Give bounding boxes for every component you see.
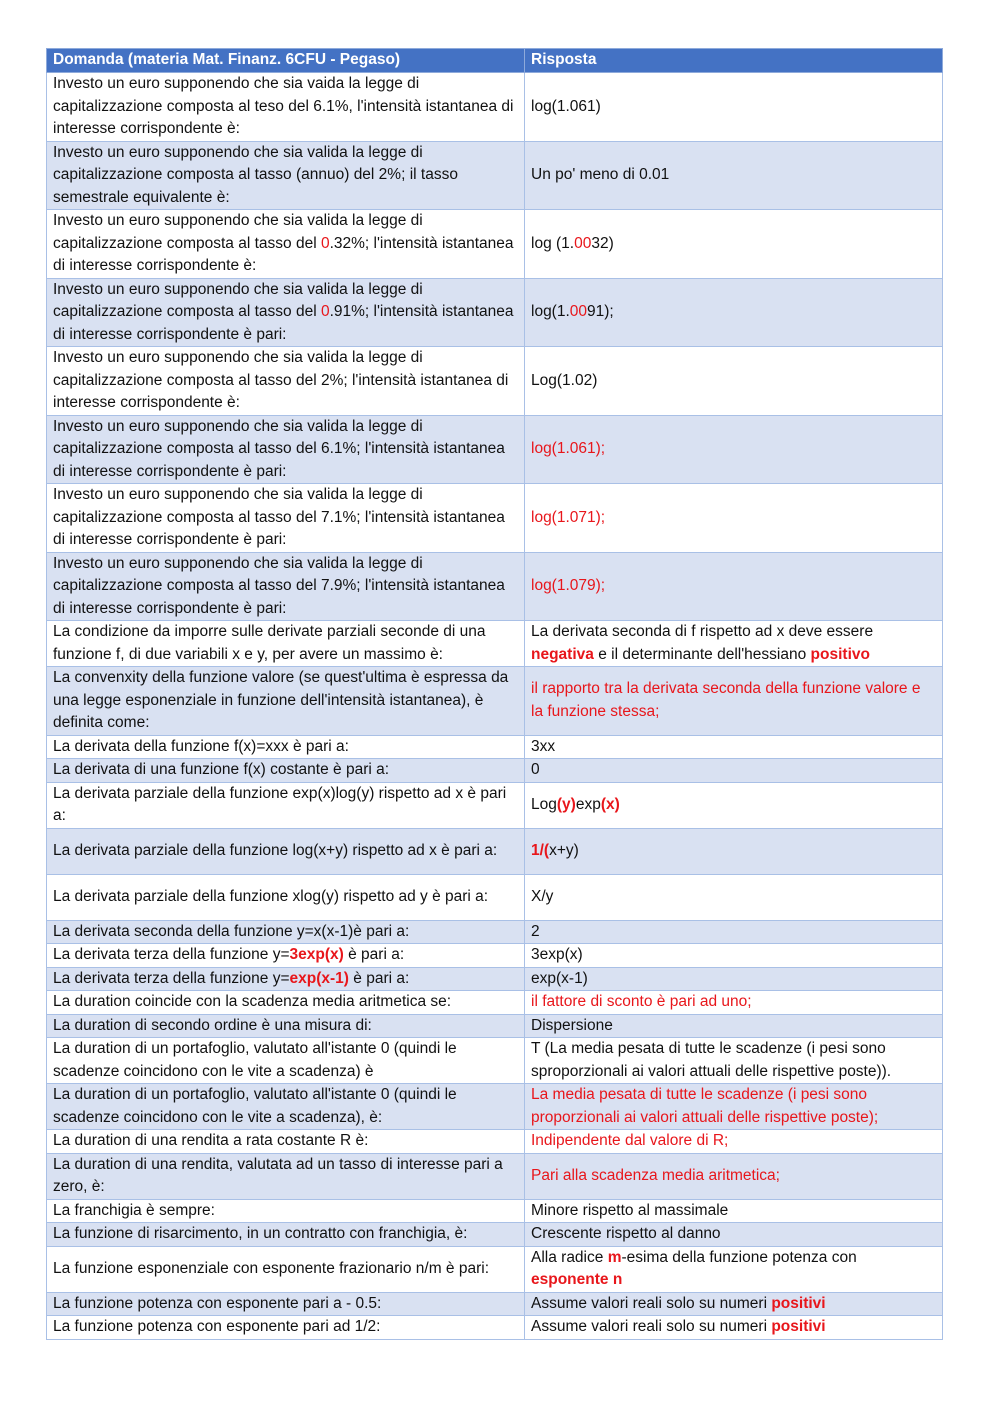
- text-segment: 0: [531, 761, 540, 778]
- answer-cell: [525, 920, 943, 944]
- text-segment: La derivata seconda della funzione y=x(x-1)è pari a:: [53, 922, 410, 940]
- text-segment: La duration di un portafoglio, valutato all'istante 0 (quindi le scadenze coincidono con le vite a scadenza), è:: [53, 1086, 457, 1126]
- text-segment: Un po' meno di 0.01: [531, 166, 670, 183]
- table-row: [47, 874, 943, 920]
- answer-cell: [525, 967, 943, 991]
- table-row: [47, 1038, 943, 1084]
- answer-cell: [525, 1223, 943, 1247]
- answer-cell: [525, 484, 943, 553]
- question-cell: [47, 484, 525, 553]
- question-cell: [47, 278, 525, 347]
- text-segment: Investo un euro supponendo che sia valida la legge di capitalizzazione composta al tasso del 2%; l'intensità istantanea di interesse corrispondente è:: [53, 349, 509, 411]
- text-segment: Assume valori reali solo su numeri: [531, 1294, 772, 1312]
- table-row: [47, 1084, 943, 1130]
- answer-cell: [525, 1130, 943, 1154]
- text-segment: La derivata terza della funzione y=: [53, 969, 290, 987]
- answer-cell: [525, 278, 943, 347]
- question-cell: [47, 210, 525, 279]
- text-segment: Investo un euro supponendo che sia valida la legge di capitalizzazione composta al tasso (annuo) del 2%; il tasso semestrale equivalente è:: [53, 143, 458, 206]
- text-segment: Alla radice: [531, 1248, 608, 1266]
- table-row: [47, 415, 943, 484]
- qa-table: [46, 48, 943, 1340]
- question-cell: [47, 1199, 525, 1223]
- text-segment: X/y: [531, 887, 554, 905]
- text-segment: La condizione da imporre sulle derivate parziali seconde di una funzione f, di due variabili x e y, per avere un massimo è:: [53, 623, 486, 663]
- question-cell: [47, 1038, 525, 1084]
- question-cell: [47, 920, 525, 944]
- question-cell: [47, 1316, 525, 1340]
- answer-cell: [525, 621, 943, 667]
- text-segment: x+y): [549, 841, 579, 859]
- text-segment: 3exp(x): [531, 946, 583, 963]
- answer-cell: [525, 347, 943, 416]
- text-segment: positivo: [810, 645, 870, 663]
- text-segment: 91);: [587, 303, 614, 320]
- answer-cell: [525, 415, 943, 484]
- answer-cell: [525, 1316, 943, 1340]
- text-segment: .32%; l'intensità istantanea di interesse corrispondente è:: [53, 234, 514, 274]
- text-segment: Investo un euro supponendo che sia valida la legge di capitalizzazione composta al tasso del 6.1%; l'intensità istantanea di interesse corrispondente è pari:: [53, 417, 505, 480]
- text-segment: Investo un euro supponendo che sia valida la legge di capitalizzazione composta al tasso del: [53, 212, 423, 252]
- table-row: [47, 1014, 943, 1038]
- question-column-header: Domanda (materia Mat. Finanz. 6CFU - Pegaso): [47, 49, 525, 73]
- answer-cell: [525, 1014, 943, 1038]
- text-segment: La duration di secondo ordine è una misura di:: [53, 1016, 372, 1034]
- table-row: [47, 278, 943, 347]
- table-row: [47, 1153, 943, 1199]
- table-row: [47, 967, 943, 991]
- question-cell: [47, 828, 525, 874]
- question-cell: [47, 1292, 525, 1316]
- answer-cell: [525, 1084, 943, 1130]
- text-segment: il rapporto tra la derivata seconda della funzione valore e la funzione stessa;: [531, 680, 921, 720]
- answer-cell: [525, 667, 943, 736]
- text-segment: Pari alla scadenza media aritmetica;: [531, 1166, 780, 1184]
- question-cell: [47, 874, 525, 920]
- question-cell: [47, 967, 525, 991]
- text-segment: La media pesata di tutte le scadenze (i pesi sono proporzionali ai valori attuali delle rispettive poste);: [531, 1086, 879, 1126]
- answer-cell: [525, 210, 943, 279]
- text-segment: La duration di una rendita, valutata ad un tasso di interesse pari a zero, è:: [53, 1155, 503, 1195]
- text-segment: log(1.071);: [531, 508, 606, 526]
- question-cell: [47, 1223, 525, 1247]
- text-segment: Investo un euro supponendo che sia valida la legge di capitalizzazione composta al tasso del 7.1%; l'intensità istantanea di interesse corrispondente è pari:: [53, 486, 505, 548]
- table-row: [47, 782, 943, 828]
- answer-cell: [525, 552, 943, 621]
- question-cell: [47, 1246, 525, 1292]
- text-segment: Indipendente dal valore di R;: [531, 1132, 729, 1149]
- question-cell: [47, 759, 525, 783]
- text-segment: Minore rispetto al massimale: [531, 1201, 729, 1219]
- question-cell: [47, 667, 525, 736]
- text-segment: La derivata della funzione f(x)=xxx è pari a:: [53, 737, 349, 755]
- text-segment: 00: [574, 234, 592, 252]
- question-cell: [47, 347, 525, 416]
- text-segment: exp: [575, 795, 601, 813]
- text-segment: La derivata parziale della funzione exp(x)log(y) rispetto ad x è pari a:: [53, 784, 507, 824]
- text-segment: log(1.061);: [531, 440, 606, 457]
- question-cell: [47, 552, 525, 621]
- table-row: [47, 552, 943, 621]
- text-segment: (x): [600, 795, 620, 813]
- text-segment: Investo un euro supponendo che sia valida la legge di capitalizzazione composta al tasso del: [53, 280, 423, 320]
- table-row: [47, 347, 943, 416]
- answer-cell: [525, 991, 943, 1015]
- text-segment: 2: [531, 922, 540, 940]
- answer-cell: [525, 1246, 943, 1292]
- answer-cell: [525, 944, 943, 968]
- text-segment: exp(x-1): [289, 969, 349, 987]
- answer-cell: [525, 828, 943, 874]
- table-row: [47, 73, 943, 142]
- header-row: [47, 49, 943, 73]
- text-segment: negativa: [531, 645, 594, 663]
- question-cell: [47, 621, 525, 667]
- text-segment: 0: [320, 234, 330, 252]
- table-row: [47, 944, 943, 968]
- table-row: [47, 667, 943, 736]
- text-segment: è pari a:: [343, 946, 405, 963]
- answer-cell: [525, 759, 943, 783]
- table-row: [47, 484, 943, 553]
- answer-cell: [525, 1199, 943, 1223]
- answer-cell: [525, 73, 943, 142]
- question-cell: [47, 1130, 525, 1154]
- text-segment: La derivata di una funzione f(x) costante è pari a:: [53, 761, 390, 778]
- answer-cell: [525, 874, 943, 920]
- text-segment: positivi: [771, 1294, 826, 1312]
- table-row: [47, 759, 943, 783]
- question-cell: [47, 991, 525, 1015]
- text-segment: La funzione esponenziale con esponente frazionario n/m è pari:: [53, 1259, 490, 1277]
- question-cell: [47, 1153, 525, 1199]
- question-cell: [47, 141, 525, 210]
- answer-column-header: Risposta: [525, 49, 943, 73]
- text-segment: esponente n: [531, 1271, 623, 1288]
- table-row: [47, 621, 943, 667]
- answer-cell: [525, 1292, 943, 1316]
- text-segment: log(1.079);: [531, 577, 606, 594]
- text-segment: è pari a:: [348, 969, 410, 987]
- text-segment: exp(x-1): [531, 969, 588, 987]
- text-segment: log(1.061): [531, 97, 601, 115]
- table-row: [47, 920, 943, 944]
- text-segment: La derivata terza della funzione y=: [53, 946, 290, 963]
- table-row: [47, 1223, 943, 1247]
- text-segment: il fattore di sconto è pari ad uno;: [531, 993, 752, 1010]
- text-segment: 1/(: [531, 841, 550, 859]
- text-segment: e il determinante dell'hessiano: [593, 645, 811, 663]
- question-cell: [47, 73, 525, 142]
- table-row: [47, 210, 943, 279]
- text-segment: 0: [320, 303, 330, 320]
- answer-cell: [525, 782, 943, 828]
- question-cell: [47, 1014, 525, 1038]
- answer-cell: [525, 735, 943, 759]
- text-segment: log (1.: [531, 234, 575, 252]
- text-segment: La derivata parziale della funzione xlog(y) rispetto ad y è pari a:: [53, 887, 489, 905]
- question-cell: [47, 782, 525, 828]
- text-segment: 3exp(x): [289, 946, 344, 963]
- answer-cell: [525, 141, 943, 210]
- text-segment: Crescente rispetto al danno: [531, 1225, 721, 1242]
- table-row: [47, 1316, 943, 1340]
- question-cell: [47, 944, 525, 968]
- text-segment: Investo un euro supponendo che sia vaida la legge di capitalizzazione composta al teso del 6.1%, l'intensità istantanea di interesse corrispondente è:: [53, 75, 514, 137]
- text-segment: Log: [531, 795, 557, 813]
- text-segment: 00: [569, 303, 588, 320]
- answer-cell: [525, 1153, 943, 1199]
- table-row: [47, 991, 943, 1015]
- text-segment: -esima della funzione potenza con: [621, 1248, 857, 1266]
- text-segment: 3xx: [531, 737, 556, 755]
- question-cell: [47, 735, 525, 759]
- answer-cell: [525, 1038, 943, 1084]
- text-segment: La funzione potenza con esponente pari ad 1/2:: [53, 1318, 381, 1335]
- text-segment: La funzione di risarcimento, in un contratto con franchigia, è:: [53, 1225, 468, 1242]
- text-segment: La derivata seconda di f rispetto ad x deve essere: [531, 623, 874, 640]
- table-row: [47, 828, 943, 874]
- text-segment: Log(1.02): [531, 371, 598, 389]
- text-segment: .91%; l'intensità istantanea di interesse corrispondente è pari:: [53, 303, 514, 343]
- text-segment: La convenxity della funzione valore (se quest'ultima è espressa da una legge esponenziale in funzione dell'intensità istantanea), è definita come:: [53, 669, 509, 731]
- text-segment: (y): [556, 795, 576, 813]
- table-row: [47, 735, 943, 759]
- text-segment: T (La media pesata di tutte le scadenze (i pesi sono sproporzionali ai valori attuali delle rispettive poste)).: [531, 1040, 892, 1080]
- text-segment: La franchigia è sempre:: [53, 1201, 215, 1219]
- text-segment: La duration di una rendita a rata costante R è:: [53, 1132, 369, 1149]
- table-body: [47, 73, 943, 1340]
- text-segment: La duration di un portafoglio, valutato all'istante 0 (quindi le scadenze coincidono con le vite a scadenza) è: [53, 1040, 457, 1080]
- question-cell: [47, 415, 525, 484]
- text-segment: 32): [591, 234, 614, 252]
- text-segment: Investo un euro supponendo che sia valida la legge di capitalizzazione composta al tasso del 7.9%; l'intensità istantanea di interesse corrispondente è pari:: [53, 554, 505, 617]
- text-segment: La derivata parziale della funzione log(x+y) rispetto ad x è pari a:: [53, 841, 498, 859]
- text-segment: Dispersione: [531, 1016, 613, 1034]
- table-row: [47, 1130, 943, 1154]
- text-segment: Assume valori reali solo su numeri: [531, 1318, 772, 1335]
- text-segment: La duration coincide con la scadenza media aritmetica se:: [53, 993, 452, 1010]
- table-row: [47, 1246, 943, 1292]
- text-segment: positivi: [771, 1318, 826, 1335]
- table-row: [47, 1292, 943, 1316]
- table-row: [47, 1199, 943, 1223]
- text-segment: m: [607, 1248, 622, 1266]
- text-segment: log(1.: [531, 303, 570, 320]
- question-cell: [47, 1084, 525, 1130]
- text-segment: La funzione potenza con esponente pari a - 0.5:: [53, 1294, 382, 1312]
- table-row: [47, 141, 943, 210]
